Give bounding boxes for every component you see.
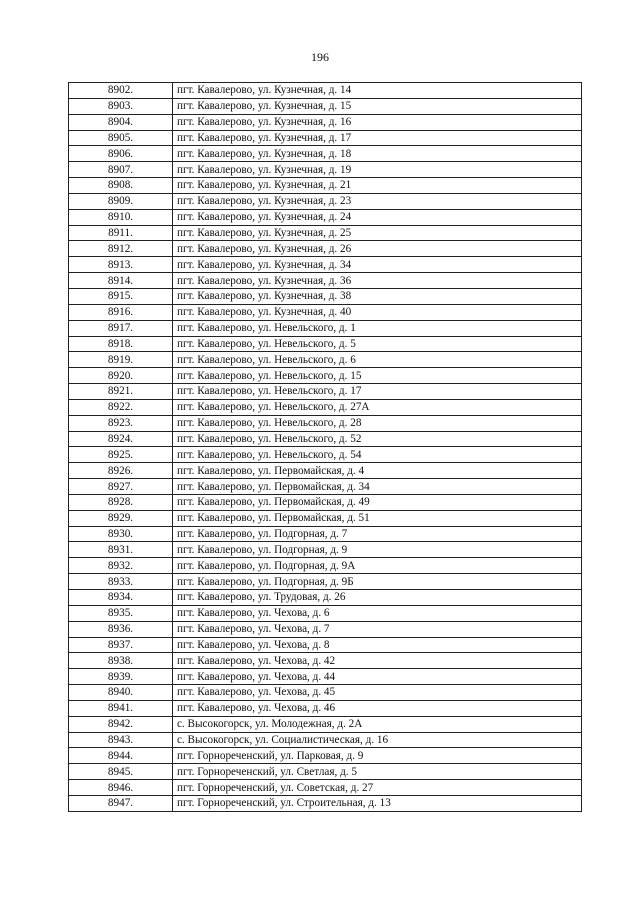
row-number-cell: 8937. bbox=[69, 637, 173, 653]
table-row bbox=[69, 146, 582, 162]
table-row bbox=[69, 98, 582, 114]
table-row bbox=[69, 178, 582, 194]
address-cell: пгт. Кавалерово, ул. Невельского, д. 15 bbox=[173, 368, 582, 384]
table-row bbox=[69, 209, 582, 225]
row-number-cell: 8926. bbox=[69, 463, 173, 479]
table-row bbox=[69, 368, 582, 384]
address-cell: пгт. Кавалерово, ул. Кузнечная, д. 26 bbox=[173, 241, 582, 257]
table-row bbox=[69, 336, 582, 352]
row-number-cell: 8932. bbox=[69, 558, 173, 574]
table-row bbox=[69, 384, 582, 400]
address-cell: пгт. Кавалерово, ул. Невельского, д. 1 bbox=[173, 320, 582, 336]
address-cell: пгт. Кавалерово, ул. Первомайская, д. 51 bbox=[173, 510, 582, 526]
row-number-cell: 8925. bbox=[69, 447, 173, 463]
address-cell: пгт. Кавалерово, ул. Кузнечная, д. 36 bbox=[173, 273, 582, 289]
table-row bbox=[69, 558, 582, 574]
table-row bbox=[69, 637, 582, 653]
table-row bbox=[69, 479, 582, 495]
address-cell: пгт. Кавалерово, ул. Невельского, д. 27А bbox=[173, 399, 582, 415]
table-row bbox=[69, 257, 582, 273]
table-row bbox=[69, 288, 582, 304]
address-cell: пгт. Кавалерово, ул. Первомайская, д. 49 bbox=[173, 494, 582, 510]
address-cell: пгт. Горнореченский, ул. Советская, д. 27 bbox=[173, 780, 582, 796]
table-body bbox=[69, 83, 582, 812]
address-registry-table bbox=[68, 82, 582, 812]
address-cell: пгт. Кавалерово, ул. Чехова, д. 45 bbox=[173, 685, 582, 701]
address-cell: пгт. Кавалерово, ул. Кузнечная, д. 15 bbox=[173, 98, 582, 114]
address-cell: пгт. Кавалерово, ул. Подгорная, д. 7 bbox=[173, 526, 582, 542]
address-cell: с. Высокогорск, ул. Молодежная, д. 2А bbox=[173, 716, 582, 732]
row-number-cell: 8940. bbox=[69, 685, 173, 701]
address-cell: пгт. Кавалерово, ул. Первомайская, д. 4 bbox=[173, 463, 582, 479]
row-number-cell: 8945. bbox=[69, 764, 173, 780]
address-cell: пгт. Кавалерово, ул. Подгорная, д. 9А bbox=[173, 558, 582, 574]
address-cell: пгт. Горнореченский, ул. Строительная, д. 13 bbox=[173, 795, 582, 811]
row-number-cell: 8912. bbox=[69, 241, 173, 257]
row-number-cell: 8941. bbox=[69, 700, 173, 716]
row-number-cell: 8947. bbox=[69, 795, 173, 811]
table-row bbox=[69, 463, 582, 479]
address-cell: пгт. Кавалерово, ул. Чехова, д. 7 bbox=[173, 621, 582, 637]
address-cell: пгт. Кавалерово, ул. Кузнечная, д. 21 bbox=[173, 178, 582, 194]
row-number-cell: 8942. bbox=[69, 716, 173, 732]
address-cell: пгт. Кавалерово, ул. Кузнечная, д. 17 bbox=[173, 130, 582, 146]
table-row bbox=[69, 399, 582, 415]
address-cell: пгт. Кавалерово, ул. Кузнечная, д. 40 bbox=[173, 304, 582, 320]
table-row bbox=[69, 590, 582, 606]
table-row bbox=[69, 447, 582, 463]
table-row bbox=[69, 669, 582, 685]
row-number-cell: 8905. bbox=[69, 130, 173, 146]
address-cell: пгт. Кавалерово, ул. Невельского, д. 17 bbox=[173, 384, 582, 400]
table-row bbox=[69, 574, 582, 590]
address-cell: пгт. Кавалерово, ул. Трудовая, д. 26 bbox=[173, 590, 582, 606]
address-cell: пгт. Кавалерово, ул. Кузнечная, д. 14 bbox=[173, 83, 582, 99]
address-cell: пгт. Кавалерово, ул. Невельского, д. 52 bbox=[173, 431, 582, 447]
row-number-cell: 8921. bbox=[69, 384, 173, 400]
table-row bbox=[69, 225, 582, 241]
table-row bbox=[69, 431, 582, 447]
row-number-cell: 8933. bbox=[69, 574, 173, 590]
row-number-cell: 8938. bbox=[69, 653, 173, 669]
address-cell: пгт. Кавалерово, ул. Кузнечная, д. 19 bbox=[173, 162, 582, 178]
table-row bbox=[69, 83, 582, 99]
address-cell: пгт. Кавалерово, ул. Кузнечная, д. 38 bbox=[173, 288, 582, 304]
address-cell: пгт. Кавалерово, ул. Кузнечная, д. 18 bbox=[173, 146, 582, 162]
table-row bbox=[69, 685, 582, 701]
row-number-cell: 8916. bbox=[69, 304, 173, 320]
row-number-cell: 8923. bbox=[69, 415, 173, 431]
table-row bbox=[69, 162, 582, 178]
row-number-cell: 8924. bbox=[69, 431, 173, 447]
row-number-cell: 8906. bbox=[69, 146, 173, 162]
address-cell: пгт. Кавалерово, ул. Кузнечная, д. 23 bbox=[173, 193, 582, 209]
table-row bbox=[69, 510, 582, 526]
address-cell: пгт. Кавалерово, ул. Чехова, д. 6 bbox=[173, 605, 582, 621]
row-number-cell: 8943. bbox=[69, 732, 173, 748]
address-cell: пгт. Кавалерово, ул. Первомайская, д. 34 bbox=[173, 479, 582, 495]
address-cell: пгт. Кавалерово, ул. Чехова, д. 46 bbox=[173, 700, 582, 716]
address-cell: пгт. Кавалерово, ул. Кузнечная, д. 34 bbox=[173, 257, 582, 273]
table-row bbox=[69, 542, 582, 558]
address-cell: пгт. Кавалерово, ул. Подгорная, д. 9 bbox=[173, 542, 582, 558]
address-cell: с. Высокогорск, ул. Социалистическая, д. 16 bbox=[173, 732, 582, 748]
table-row bbox=[69, 621, 582, 637]
row-number-cell: 8922. bbox=[69, 399, 173, 415]
address-cell: пгт. Кавалерово, ул. Невельского, д. 28 bbox=[173, 415, 582, 431]
address-cell: пгт. Кавалерово, ул. Чехова, д. 8 bbox=[173, 637, 582, 653]
row-number-cell: 8939. bbox=[69, 669, 173, 685]
row-number-cell: 8934. bbox=[69, 590, 173, 606]
table-row bbox=[69, 764, 582, 780]
row-number-cell: 8911. bbox=[69, 225, 173, 241]
row-number-cell: 8913. bbox=[69, 257, 173, 273]
address-cell: пгт. Кавалерово, ул. Кузнечная, д. 16 bbox=[173, 114, 582, 130]
page-number: 196 bbox=[311, 50, 329, 64]
row-number-cell: 8903. bbox=[69, 98, 173, 114]
row-number-cell: 8907. bbox=[69, 162, 173, 178]
table-row bbox=[69, 494, 582, 510]
row-number-cell: 8935. bbox=[69, 605, 173, 621]
row-number-cell: 8936. bbox=[69, 621, 173, 637]
row-number-cell: 8915. bbox=[69, 288, 173, 304]
address-cell: пгт. Кавалерово, ул. Чехова, д. 44 bbox=[173, 669, 582, 685]
row-number-cell: 8917. bbox=[69, 320, 173, 336]
row-number-cell: 8929. bbox=[69, 510, 173, 526]
row-number-cell: 8946. bbox=[69, 780, 173, 796]
table-row bbox=[69, 415, 582, 431]
row-number-cell: 8944. bbox=[69, 748, 173, 764]
address-cell: пгт. Кавалерово, ул. Невельского, д. 5 bbox=[173, 336, 582, 352]
table-row bbox=[69, 716, 582, 732]
row-number-cell: 8928. bbox=[69, 494, 173, 510]
table-row bbox=[69, 748, 582, 764]
row-number-cell: 8910. bbox=[69, 209, 173, 225]
table-row bbox=[69, 653, 582, 669]
row-number-cell: 8930. bbox=[69, 526, 173, 542]
row-number-cell: 8909. bbox=[69, 193, 173, 209]
table-row bbox=[69, 605, 582, 621]
table-row bbox=[69, 304, 582, 320]
table-row bbox=[69, 241, 582, 257]
row-number-cell: 8904. bbox=[69, 114, 173, 130]
address-cell: пгт. Кавалерово, ул. Невельского, д. 6 bbox=[173, 352, 582, 368]
address-cell: пгт. Горнореченский, ул. Светлая, д. 5 bbox=[173, 764, 582, 780]
address-cell: пгт. Кавалерово, ул. Кузнечная, д. 24 bbox=[173, 209, 582, 225]
row-number-cell: 8914. bbox=[69, 273, 173, 289]
row-number-cell: 8920. bbox=[69, 368, 173, 384]
table-row bbox=[69, 780, 582, 796]
row-number-cell: 8931. bbox=[69, 542, 173, 558]
table-row bbox=[69, 352, 582, 368]
table-row bbox=[69, 130, 582, 146]
row-number-cell: 8918. bbox=[69, 336, 173, 352]
table-row bbox=[69, 273, 582, 289]
address-cell: пгт. Кавалерово, ул. Кузнечная, д. 25 bbox=[173, 225, 582, 241]
address-cell: пгт. Горнореченский, ул. Парковая, д. 9 bbox=[173, 748, 582, 764]
table-row bbox=[69, 795, 582, 811]
address-cell: пгт. Кавалерово, ул. Чехова, д. 42 bbox=[173, 653, 582, 669]
row-number-cell: 8902. bbox=[69, 83, 173, 99]
row-number-cell: 8927. bbox=[69, 479, 173, 495]
address-cell: пгт. Кавалерово, ул. Подгорная, д. 9Б bbox=[173, 574, 582, 590]
table-row bbox=[69, 732, 582, 748]
table-row bbox=[69, 700, 582, 716]
table-row bbox=[69, 320, 582, 336]
table-row bbox=[69, 114, 582, 130]
table-row bbox=[69, 526, 582, 542]
row-number-cell: 8919. bbox=[69, 352, 173, 368]
address-cell: пгт. Кавалерово, ул. Невельского, д. 54 bbox=[173, 447, 582, 463]
row-number-cell: 8908. bbox=[69, 178, 173, 194]
table-row bbox=[69, 193, 582, 209]
